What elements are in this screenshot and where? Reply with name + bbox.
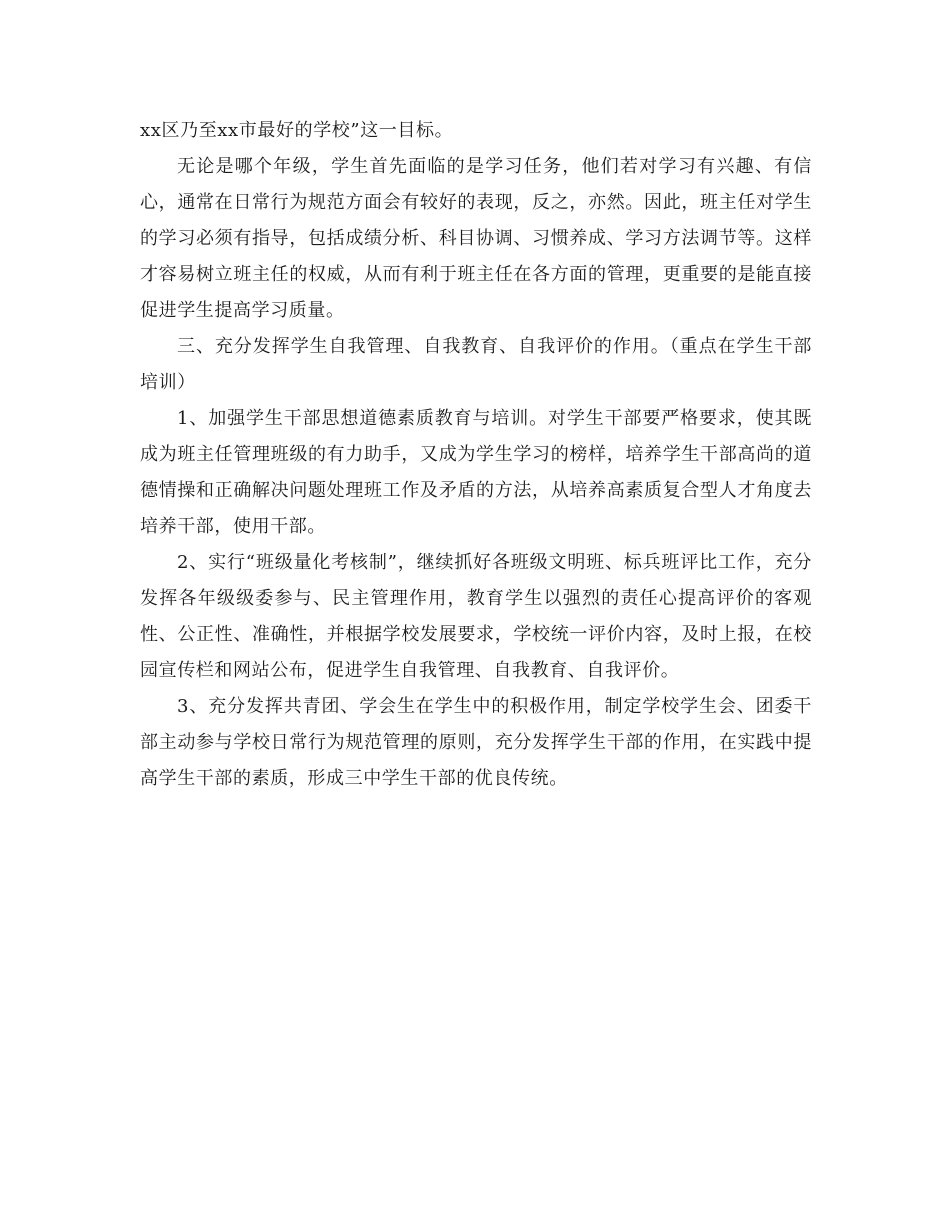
paragraph-continuation: xx区乃至xx市最好的学校”这一目标。 [140, 120, 454, 141]
section-heading-three: 三、充分发挥学生自我管理、自我教育、自我评价的作用。（重点在学生干部培训） [140, 336, 812, 393]
paragraph-item-2: 2、实行“班级量化考核制”，继续抓好各班级文明班、标兵班评比工作，充分发挥各年级级委参与、民主管理作用，教育学生以强烈的责任心提高评价的客观性、公正性、准确性，并根据学校发展要求，学校统一评价内容，及时上报，在校园宣传栏和网站公布，促进学生自我管理、自我教育、自我评价。 [140, 552, 812, 681]
paragraph-item-1: 1、加强学生干部思想道德素质教育与培训。对学生干部要严格要求，使其既成为班主任管理班级的有力助手，又成为学生学习的榜样，培养学生干部高尚的道德情操和正确解决问题处理班工作及矛盾的方法，从培养高素质复合型人才角度去培养干部，使用干部。 [140, 408, 812, 537]
paragraph-item-3: 3、充分发挥共青团、学会生在学生中的积极作用，制定学校学生会、团委干部主动参与学校日常行为规范管理的原则，充分发挥学生干部的作用，在实践中提高学生干部的素质，形成三中学生干部的优良传统。 [140, 696, 812, 789]
paragraph-study-guidance: 无论是哪个年级，学生首先面临的是学习任务，他们若对学习有兴趣、有信心，通常在日常行为规范方面会有较好的表现，反之，亦然。因此，班主任对学生的学习必须有指导，包括成绩分析、科目协调、习惯养成、学习方法调节等。这样才容易树立班主任的权威，从而有利于班主任在各方面的管理，更重要的是能直接促进学生提高学习质量。 [140, 156, 812, 321]
document-body [140, 113, 812, 797]
